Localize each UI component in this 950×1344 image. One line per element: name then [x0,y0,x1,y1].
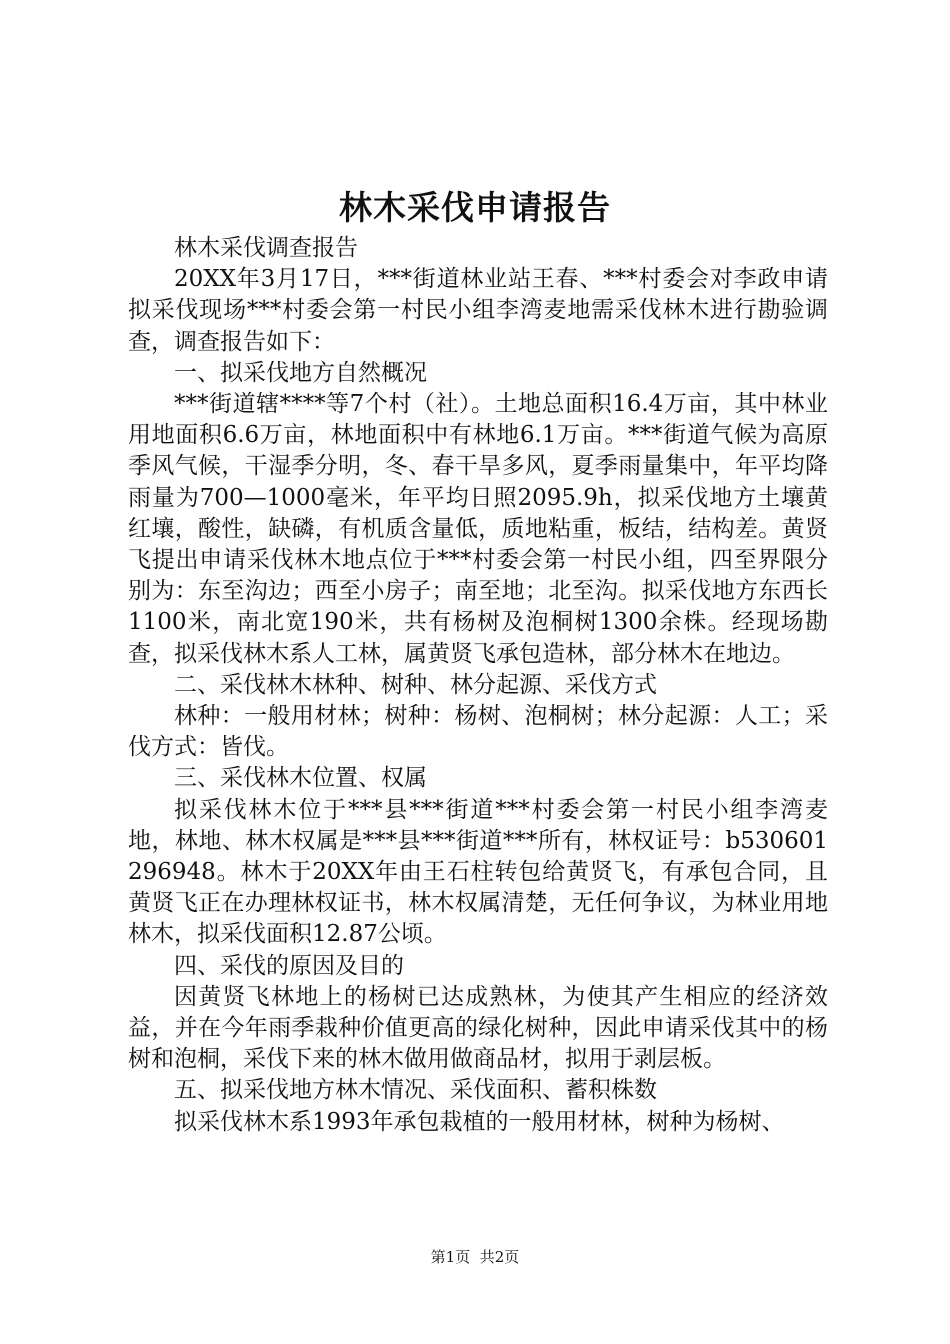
document-body [128,233,828,1138]
paragraph-forest-type: 林种：一般用材林；树种：杨树、泡桐树；林分起源：人工；采伐方式：皆伐。 [128,703,828,761]
paragraph-location-ownership: 拟采伐林木位于***县***街道***村委会第一村民小组李湾麦地，林地、林木权属是***县***街道***所有，林权证号：b530601296948。林木于20XX年由王石柱转包给黄贤飞，有承包合同，且黄贤飞正在办理林权证书，林木权属清楚，无任何争议，为林业用地林木，拟采伐面积12.87公顷。 [128,796,828,948]
section-heading-2: 二、采伐林木林种、树种、林分起源、采伐方式 [174,671,657,698]
page-total: 共2页 [479,1248,520,1266]
section-heading-5: 五、拟采伐地方林木情况、采伐面积、蓄积株数 [174,1077,657,1104]
page-number: 第1页 [430,1248,471,1266]
paragraph-intro: 20XX年3月17日，***街道林业站王春、***村委会对李政申请拟采伐现场***村委会第一村民小组李湾麦地需采伐林木进行勘验调查，调查报告如下： [128,266,828,355]
section-heading-3: 三、采伐林木位置、权属 [174,765,427,792]
section-heading-1: 一、拟采伐地方自然概况 [174,359,427,386]
paragraph-natural-conditions: ***街道辖****等7个村（社）。土地总面积16.4万亩，其中林业用地面积6.6万亩，林地面积中有林地6.1万亩。***街道气候为高原季风气候，干湿季分明，冬、春干旱多风，夏季雨量集中，年平均降雨量为700—1000毫米，年平均日照2095.9h，拟采伐地方土壤黄红壤，酸性，缺磷，有机质含量低，质地粘重，板结，结构差。黄贤飞提出申请采伐林木地点位于***村委会第一村民小组，四至界限分别为：东至沟边；西至小房子；南至地；北至沟。拟采伐地方东西长1100米，南北宽190米，共有杨树及泡桐树1300余株。经现场勘查，拟采伐林木系人工林，属黄贤飞承包造林，部分林木在地边。 [128,391,828,667]
paragraph-report-heading: 林木采伐调查报告 [174,235,358,261]
paragraph-reason-purpose: 因黄贤飞林地上的杨树已达成熟林，为使其产生相应的经济效益，并在今年雨季栽种价值更高的绿化树种，因此申请采伐其中的杨树和泡桐，采伐下来的林木做用做商品材，拟用于剥层板。 [128,983,828,1073]
paragraph-forest-status: 拟采伐林木系1993年承包栽植的一般用材林，树种为杨树、 [174,1108,785,1135]
page-footer [0,1247,950,1267]
document-title: 林木采伐申请报告 [339,188,611,227]
section-heading-4: 四、采伐的原因及目的 [174,952,404,979]
